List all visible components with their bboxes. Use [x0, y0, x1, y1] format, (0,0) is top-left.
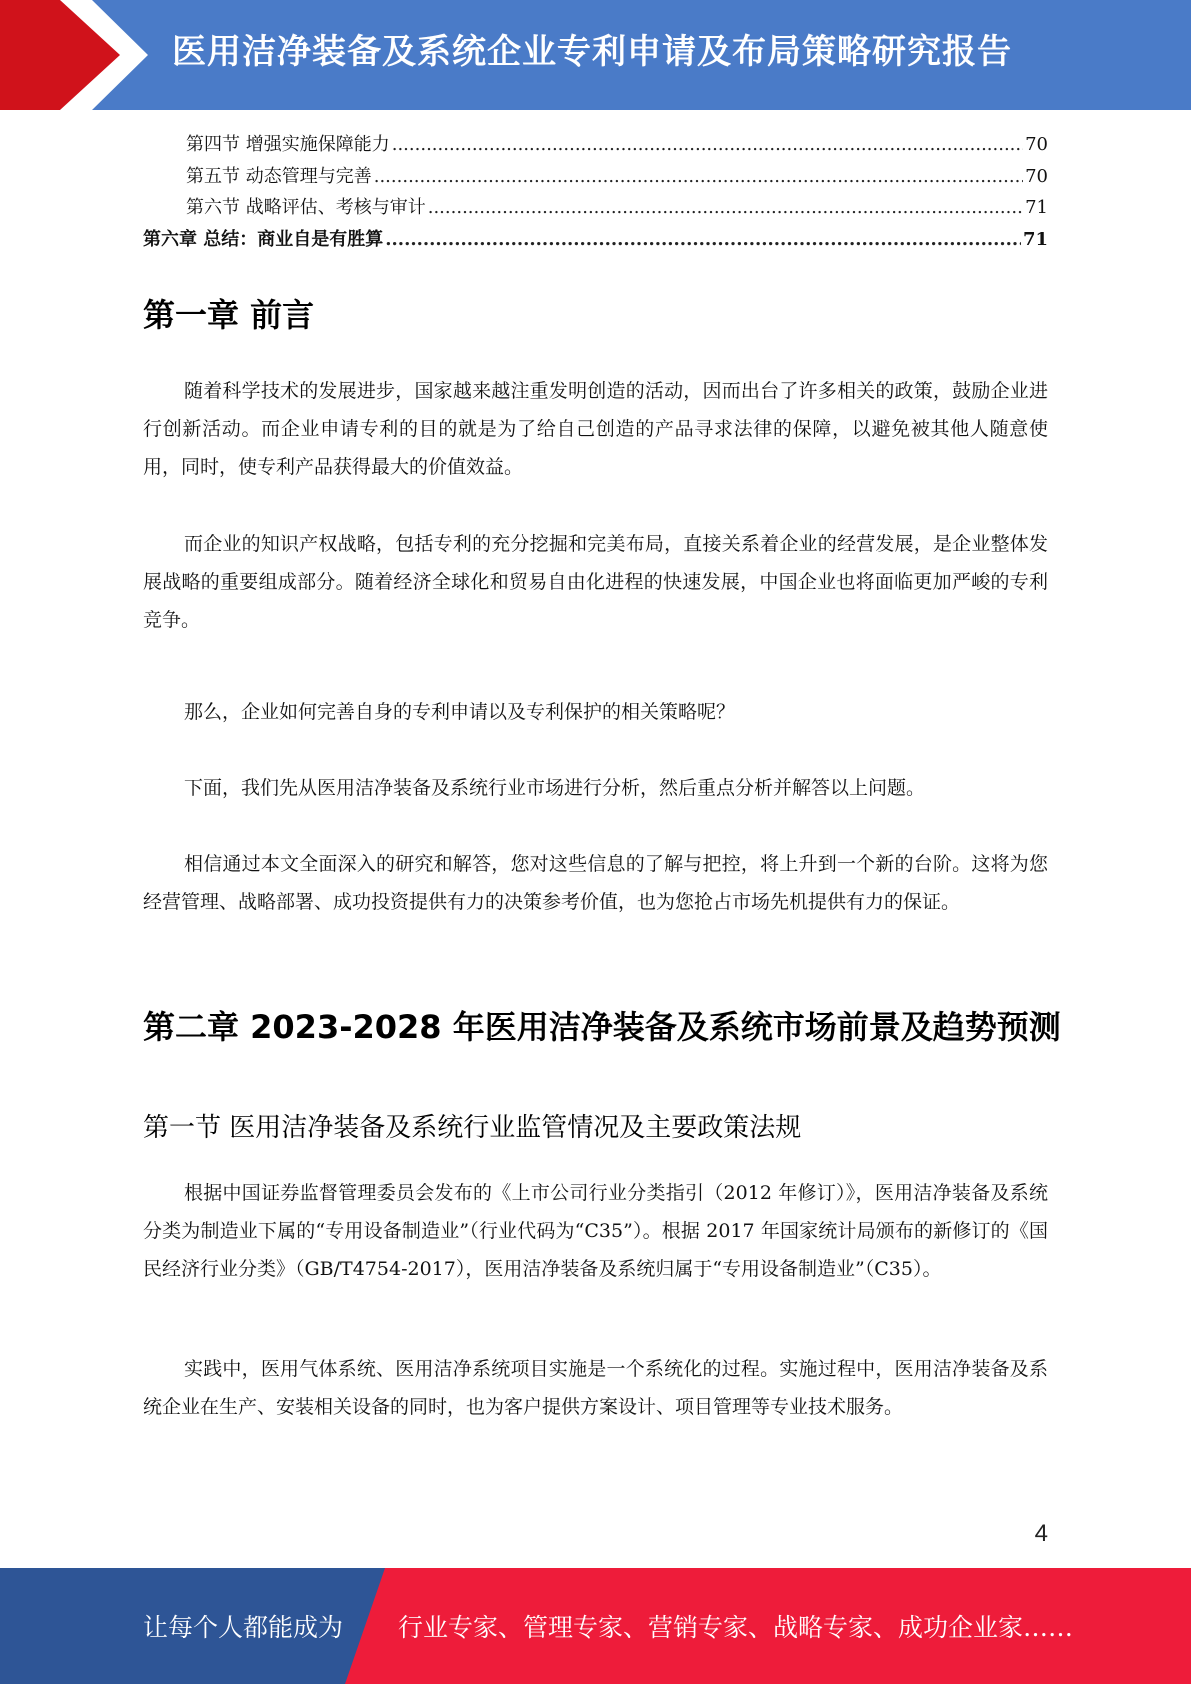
report-title: 医用洁净装备及系统企业专利申请及布局策略研究报告	[172, 32, 1012, 72]
toc-leader-dots	[392, 134, 1023, 155]
toc-leader-dots	[428, 197, 1023, 218]
table-of-contents	[143, 130, 1048, 256]
footer-banner	[0, 1568, 1191, 1684]
toc-entry-label: 第五节 动态管理与完善	[186, 165, 372, 187]
chapter-1-heading: 第一章 前言	[143, 296, 315, 334]
paragraph: 根据中国证券监督管理委员会发布的《上市公司行业分类指引（2012 年修订）》，医用洁净装备及系统分类为制造业下属的“专用设备制造业”（行业代码为“C35”）。根据 2017 年国家统计局颁布的新修订的《国民经济行业分类》（GB/T4754-2017），医用洁净装备及系统归属于“专用设备制造业”（C35）。	[143, 1182, 1048, 1280]
toc-entry-label: 第六节 战略评估、考核与审计	[186, 197, 426, 218]
toc-entry[interactable]	[143, 193, 1048, 225]
toc-entry-label: 第四节 增强实施保障能力	[186, 134, 390, 155]
toc-entry-page: 71	[1022, 228, 1048, 250]
page-number: 4	[1034, 1520, 1048, 1547]
toc-leader-dots	[385, 229, 1021, 250]
toc-entry-chapter[interactable]	[143, 225, 1048, 257]
header-banner	[0, 0, 1191, 110]
toc-entry-page: 71	[1025, 197, 1048, 218]
paragraph: 下面，我们先从医用洁净装备及系统行业市场进行分析，然后重点分析并解答以上问题。	[184, 777, 926, 799]
paragraph: 那么，企业如何完善自身的专利申请以及专利保护的相关策略呢？	[184, 701, 736, 723]
chapter-2-heading: 第二章 2023-2028 年医用洁净装备及系统市场前景及趋势预测	[143, 1008, 1061, 1046]
toc-entry[interactable]	[143, 162, 1048, 194]
paragraph: 随着科学技术的发展进步，国家越来越注重发明创造的活动，因而出台了许多相关的政策，鼓励企业进行创新活动。而企业申请专利的目的就是为了给自己创造的产品寻求法律的保障，以避免被其他人随意使用，同时，使专利产品获得最大的价值效益。	[143, 380, 1048, 478]
toc-entry-page: 70	[1025, 165, 1048, 187]
toc-entry[interactable]	[143, 130, 1048, 162]
toc-entry-label: 第六章 总结：商业自是有胜算	[143, 228, 384, 250]
paragraph: 相信通过本文全面深入的研究和解答，您对这些信息的了解与把控，将上升到一个新的台阶。这将为您经营管理、战略部署、成功投资提供有力的决策参考价值，也为您抢占市场先机提供有力的保证。	[143, 853, 1048, 913]
paragraph: 实践中，医用气体系统、医用洁净系统项目实施是一个系统化的过程。实施过程中，医用洁净装备及系统企业在生产、安装相关设备的同时，也为客户提供方案设计、项目管理等专业技术服务。	[143, 1358, 1048, 1418]
toc-leader-dots	[374, 166, 1023, 187]
footer-slogan-left: 让每个人都能成为	[143, 1613, 344, 1642]
paragraph: 而企业的知识产权战略，包括专利的充分挖掘和完美布局，直接关系着企业的经营发展，是企业整体发展战略的重要组成部分。随着经济全球化和贸易自由化进程的快速发展，中国企业也将面临更加严峻的专利竞争。	[143, 533, 1048, 631]
section-1-heading: 第一节 医用洁净装备及系统行业监管情况及主要政策法规	[143, 1113, 802, 1143]
toc-entry-page: 70	[1025, 134, 1048, 155]
footer-slogan-right: 行业专家、管理专家、营销专家、战略专家、成功企业家……	[398, 1613, 1074, 1642]
